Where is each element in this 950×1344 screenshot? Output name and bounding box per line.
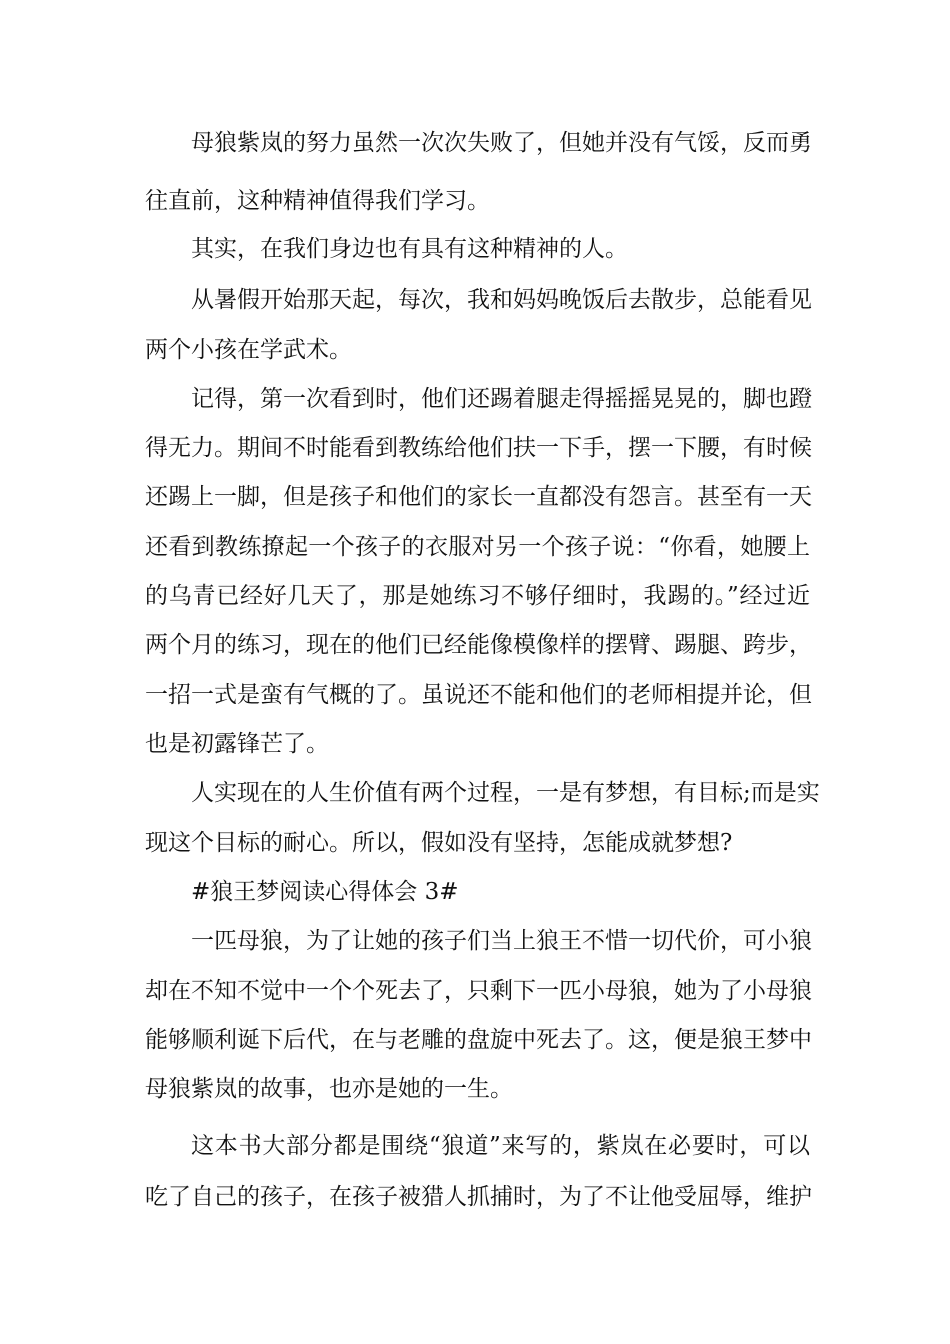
paragraph-3-line-2: 两个小孩在学武术。	[145, 337, 352, 363]
paragraph-5-line-2: 现这个目标的耐心。所以，假如没有坚持，怎能成就梦想?	[145, 830, 733, 856]
paragraph-7-line-1: 一匹母狼，为了让她的孩子们当上狼王不惜一切代价，可小狼	[191, 928, 812, 954]
paragraph-8-line-2: 吃了自己的孩子，在孩子被猎人抓捕时，为了不让他受屈辱，维护	[145, 1184, 812, 1210]
paragraph-7-line-2: 却在不知不觉中一个个死去了，只剩下一匹小母狼，她为了小母狼	[145, 978, 812, 1004]
paragraph-5-line-1: 人实现在的人生价值有两个过程，一是有梦想，有目标;而是实	[191, 780, 820, 806]
paragraph-3-line-1: 从暑假开始那天起，每次，我和妈妈晚饭后去散步，总能看见	[191, 287, 812, 313]
paragraph-4-line-3: 还踢上一脚，但是孩子和他们的家长一直都没有怨言。甚至有一天	[145, 484, 812, 510]
paragraph-8-line-1: 这本书大部分都是围绕“狼道”来写的，紫岚在必要时，可以	[191, 1133, 810, 1159]
paragraph-4-line-7: 一招一式是蛮有气概的了。虽说还不能和他们的老师相提并论，但	[145, 682, 812, 708]
paragraph-2-line-1: 其实，在我们身边也有具有这种精神的人。	[191, 236, 628, 262]
paragraph-4-line-6: 两个月的练习，现在的他们已经能像模像样的摆臂、踢腿、跨步，	[145, 632, 812, 658]
paragraph-7-line-3: 能够顺利诞下后代，在与老雕的盘旋中死去了。这，便是狼王梦中	[145, 1027, 812, 1053]
paragraph-1-line-2: 往直前，这种精神值得我们学习。	[145, 188, 490, 214]
paragraph-4-line-1: 记得，第一次看到时，他们还踢着腿走得摇摇晃晃的，脚也蹬	[191, 386, 812, 412]
paragraph-4-line-4: 还看到教练撩起一个孩子的衣服对另一个孩子说：“你看，她腰上	[145, 534, 810, 560]
paragraph-4-line-5: 的乌青已经好几天了，那是她练习不够仔细时，我踢的。”经过近	[145, 583, 810, 609]
paragraph-7-line-4: 母狼紫岚的故事，也亦是她的一生。	[145, 1076, 513, 1102]
paragraph-4-line-2: 得无力。期间不时能看到教练给他们扶一下手，摆一下腰，有时候	[145, 435, 812, 461]
paragraph-1-line-1: 母狼紫岚的努力虽然一次次失败了，但她并没有气馁，反而勇	[191, 130, 812, 156]
section-heading: #狼王梦阅读心得体会 3#	[191, 879, 459, 905]
paragraph-4-line-8: 也是初露锋芒了。	[145, 731, 329, 757]
